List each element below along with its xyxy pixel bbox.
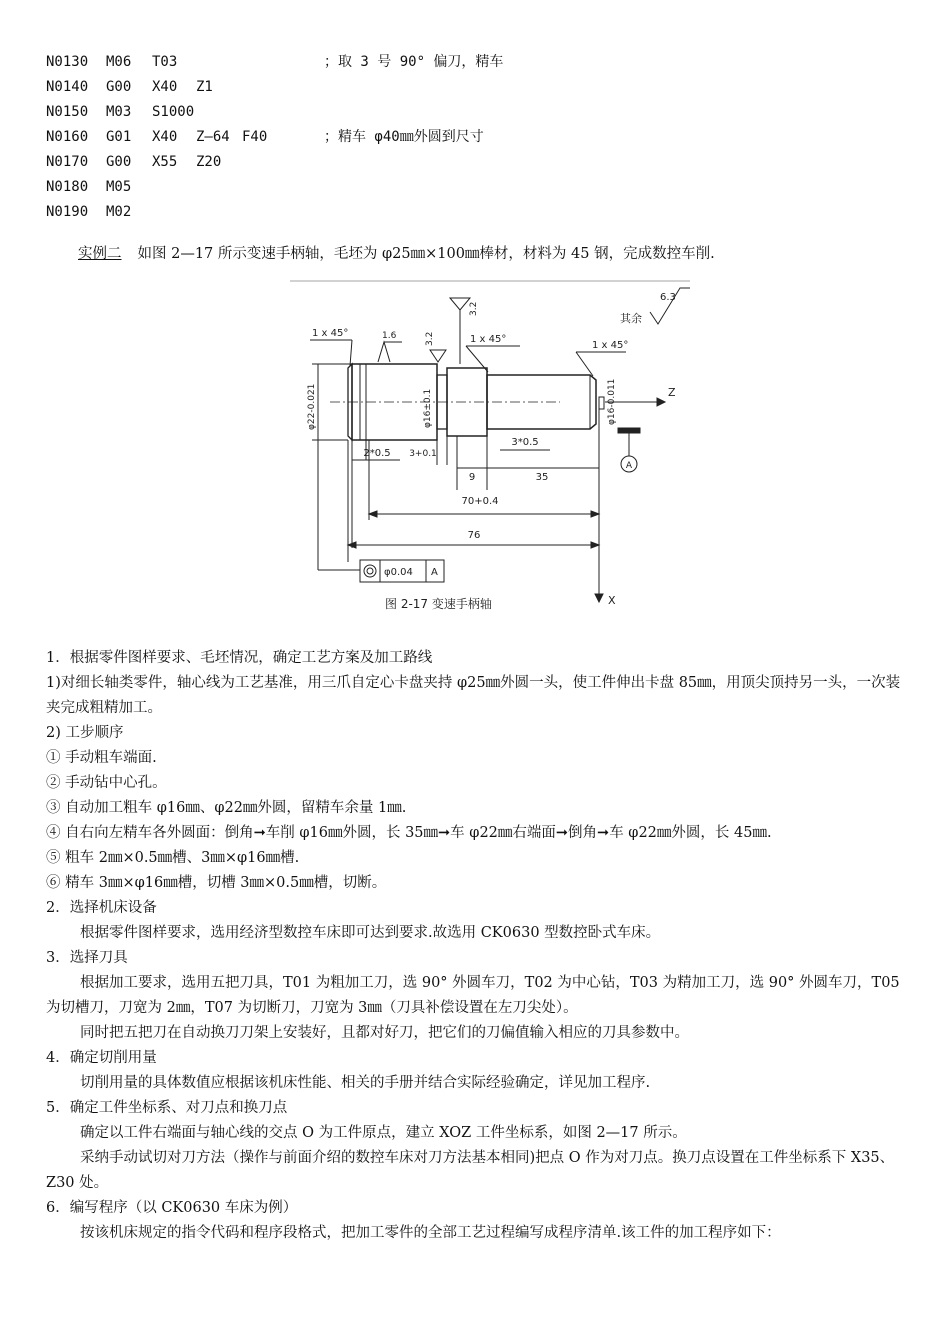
example-text: 如图 2—17 所示变速手柄轴，毛坯为 φ25㎜×100㎜棒材，材料为 45 钢，完成数控车削. — [137, 246, 715, 262]
tolerance-datum: A — [431, 567, 438, 578]
datum-circle-label: A — [625, 461, 633, 471]
groove-3-label: 3+0.1 — [409, 449, 437, 459]
program-line — [46, 200, 503, 225]
program-field: N0130 — [46, 54, 89, 70]
program-field: M03 — [106, 104, 132, 120]
roughness-other-value: 6.3 — [660, 292, 676, 303]
dia-16-right-label: φ16-0.011 — [607, 378, 617, 425]
paragraph: 2．选择机床设备 — [46, 900, 157, 916]
program-field: G00 — [106, 79, 132, 95]
paragraph: 切削用量的具体数值应根据该机床性能、相关的手册并结合实际经验确定，详见加工程序. — [80, 1075, 651, 1091]
paragraph: 1．根据零件图样要求、毛坯情况，确定工艺方案及加工路线 — [46, 650, 433, 666]
paragraph: ③ 自动加工粗车 φ16㎜、φ22㎜外圆，留精车余量 1㎜. — [46, 800, 407, 816]
program-line — [46, 50, 503, 75]
program-field: N0160 — [46, 129, 89, 145]
paragraph: ⑥ 精车 3㎜×φ16㎜槽，切槽 3㎜×0.5㎜槽，切断。 — [46, 875, 387, 891]
paragraph: 2) 工步顺序 — [46, 725, 124, 741]
roughness-2-label: 3.2 — [425, 331, 435, 346]
program-field: X40 — [152, 79, 178, 95]
paragraph: 5．确定工件坐标系、对刀点和换刀点 — [46, 1100, 288, 1116]
paragraph: 同时把五把刀在自动换刀刀架上安装好，且都对好刀，把它们的刀偏值输入相应的刀具参数中。 — [80, 1025, 689, 1041]
dim-76-label: 76 — [467, 530, 481, 541]
program-field: F40 — [242, 129, 268, 145]
program-field: N0180 — [46, 179, 89, 195]
paragraph: 采纳手动试切对刀方法（操作与前面介绍的数控车床对刀方法基本相同)把点 O 作为对刀点。换刀点设置在工件坐标系下 X35、Z30 处。 — [46, 1150, 895, 1191]
program-field: M05 — [106, 179, 132, 195]
dia-16-mid-label: φ16±0.1 — [423, 388, 433, 428]
paragraph: 确定以工件右端面与轴心线的交点 O 为工件原点，建立 XOZ 工件坐标系，如图 2—17 所示。 — [80, 1125, 687, 1141]
paragraph: ① 手动粗车端面. — [46, 750, 157, 766]
program-line — [46, 175, 503, 200]
paragraph: ② 手动钻中心孔。 — [46, 775, 167, 791]
program-field: X40 — [152, 129, 178, 145]
roughness-other-label: 其余 — [620, 312, 642, 325]
program-field: N0170 — [46, 154, 89, 170]
program-listing — [46, 50, 503, 225]
paragraph: 根据加工要求，选用五把刀具，T01 为粗加工刀，选 90° 外圆车刀，T02 为中心钻，T03 为精加工刀，选 90° 外圆车刀，T05 为切槽刀，刀宽为 2㎜，T07 为切断刀，刀宽为 3㎜（刀具补偿设置在左刀尖处）。 — [46, 975, 900, 1016]
paragraph: 1)对细长轴类零件，轴心线为工艺基准，用三爪自定心卡盘夹持 φ25㎜外圆一头，使工件伸出卡盘 85㎜，用顶尖顶持另一头，一次装夹完成粗精加工。 — [46, 675, 901, 716]
program-field: N0140 — [46, 79, 89, 95]
program-field: N0150 — [46, 104, 89, 120]
program-line — [46, 125, 503, 150]
chamfer-mid-label: 1 x 45° — [470, 334, 507, 345]
body-text — [46, 646, 904, 1246]
program-comment: ；取 3 号 90° 偏刀，精车 — [324, 54, 504, 70]
program-line — [46, 75, 503, 100]
groove-2x05-label: 2*0.5 — [363, 448, 391, 459]
paragraph: 4．确定切削用量 — [46, 1050, 157, 1066]
paragraph: 6．编写程序（以 CK0630 车床为例） — [46, 1200, 298, 1216]
roughness-3-label: 3.2 — [469, 301, 479, 316]
program-field: S1000 — [152, 104, 195, 120]
paragraph: 根据零件图样要求，选用经济型数控车床即可达到要求.故选用 CK0630 型数控卧式车床。 — [80, 925, 661, 941]
roughness-1-label: 1.6 — [382, 331, 397, 341]
shaft-drawing — [290, 280, 710, 615]
axis-x-label: X — [608, 594, 616, 607]
groove-3x05-label: 3*0.5 — [511, 437, 539, 448]
program-field: T03 — [152, 54, 178, 70]
program-comment: ；精车 φ40㎜外圆到尺寸 — [324, 129, 484, 145]
tolerance-value: φ0.04 — [384, 567, 413, 578]
chamfer-right-label: 1 x 45° — [592, 340, 629, 351]
example-tag: 实例二 — [78, 246, 122, 262]
program-field: M06 — [106, 54, 132, 70]
paragraph: ④ 自右向左精车各外圆面：倒角➞车削 φ16㎜外圆，长 35㎜➞车 φ22㎜右端面➞倒角➞车 φ22㎜外圆，长 45㎜. — [46, 825, 772, 841]
example-heading — [78, 242, 715, 263]
program-line — [46, 100, 503, 125]
program-field: N0190 — [46, 204, 89, 220]
dim-70-label: 70+0.4 — [461, 496, 499, 507]
program-field: Z1 — [196, 79, 213, 95]
figure-caption: 图 2-17 变速手柄轴 — [385, 597, 492, 611]
dia-22-label: φ22-0.021 — [307, 383, 317, 430]
paragraph: ⑤ 粗车 2㎜×0.5㎜槽、3㎜×φ16㎜槽. — [46, 850, 300, 866]
paragraph: 按该机床规定的指令代码和程序段格式，把加工零件的全部工艺过程编写成程序清单.该工件的加工程序如下： — [80, 1225, 781, 1241]
chamfer-left-label: 1 x 45° — [312, 328, 349, 339]
program-field: M02 — [106, 204, 132, 220]
dim-35-label: 35 — [535, 472, 549, 483]
axis-z-label: Z — [668, 386, 676, 399]
paragraph: 3．选择刀具 — [46, 950, 128, 966]
dim-9-label: 9 — [468, 472, 476, 483]
program-field: Z20 — [196, 154, 222, 170]
program-field: G00 — [106, 154, 132, 170]
program-line — [46, 150, 503, 175]
program-field: X55 — [152, 154, 178, 170]
program-field: Z—64 — [196, 129, 230, 145]
program-field: G01 — [106, 129, 132, 145]
